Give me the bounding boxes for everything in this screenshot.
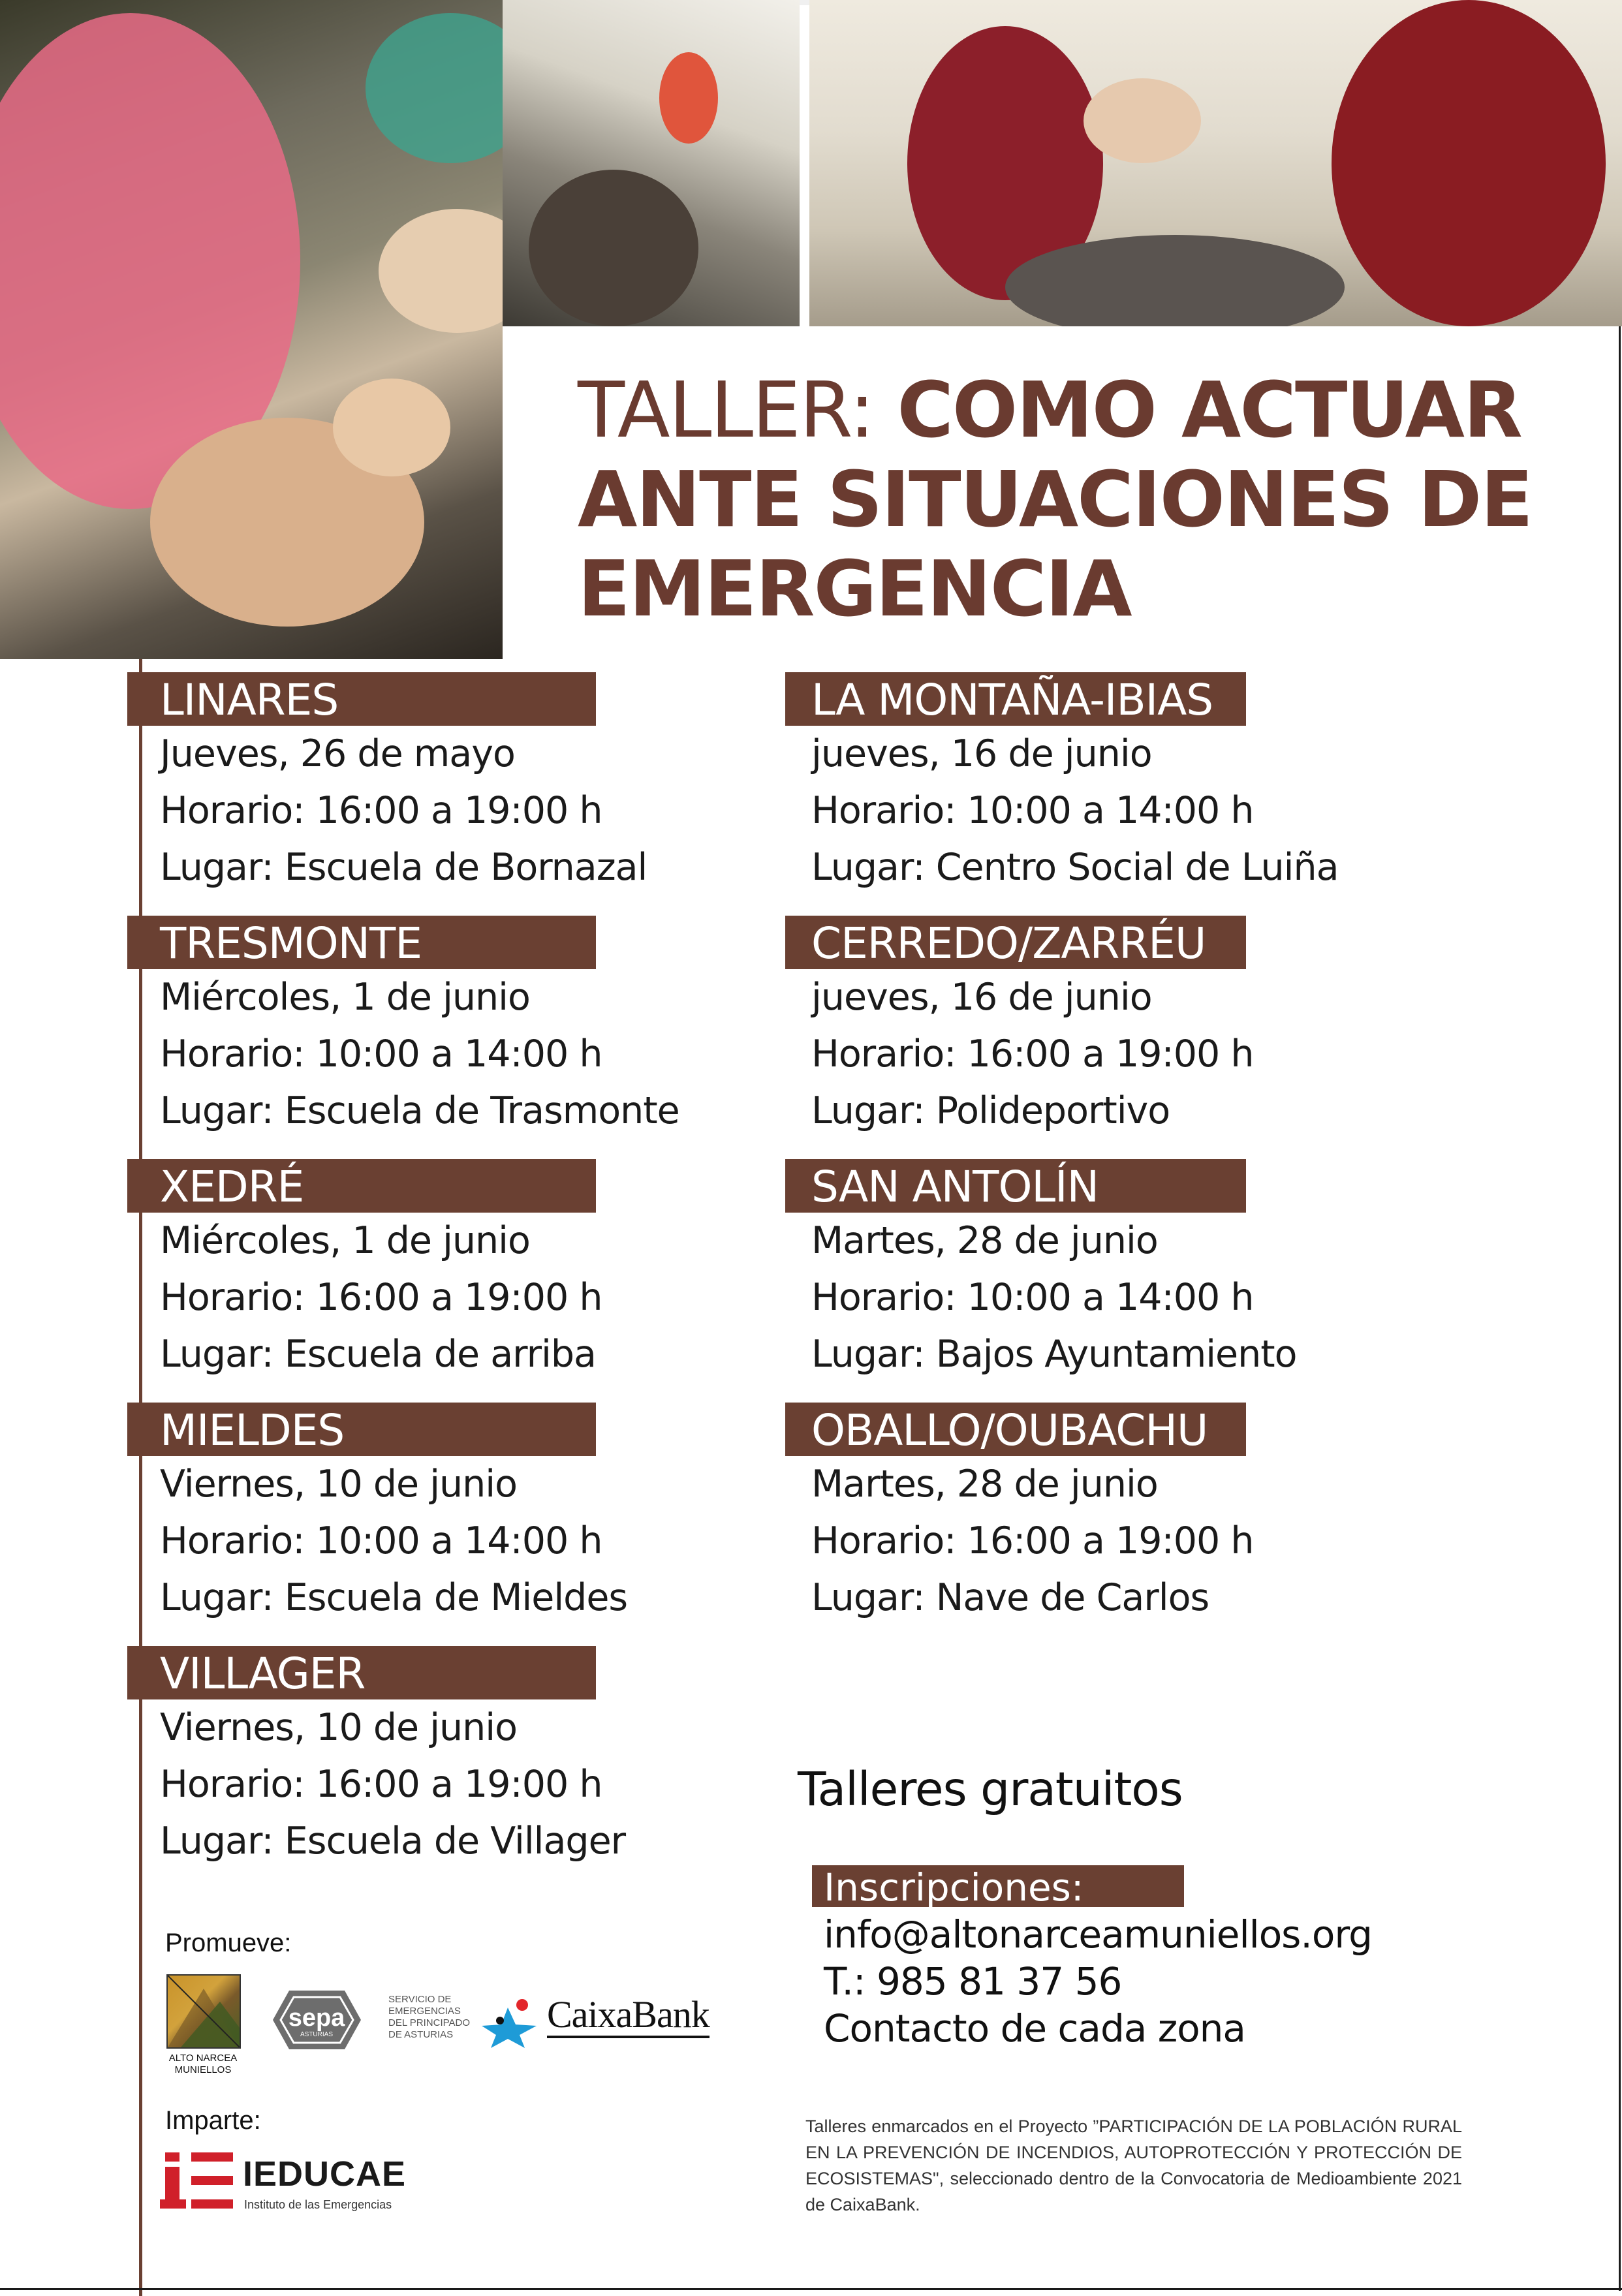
sepa-description-line: DE ASTURIAS: [388, 2029, 454, 2040]
right-border: [1619, 326, 1621, 2291]
sepa-wordmark: sepa: [288, 2004, 345, 2032]
photo-training-session: [503, 0, 800, 326]
session-date: Viernes, 10 de junio: [160, 1706, 518, 1749]
session-cerredo-zarreu: [785, 916, 1412, 1140]
session-date: Miércoles, 1 de junio: [160, 976, 530, 1019]
session-villager: [127, 1646, 754, 1870]
registration-phone: T.: 985 81 37 56: [824, 1959, 1122, 2004]
ieducae-logo-text: IEDUCAE: [243, 2154, 407, 2194]
session-time: Horario: 16:00 a 19:00 h: [811, 1519, 1254, 1562]
session-place-heading: MIELDES: [127, 1403, 596, 1456]
title-line-3: EMERGENCIA: [578, 544, 1131, 634]
session-date: jueves, 16 de junio: [811, 976, 1152, 1019]
session-time: Horario: 10:00 a 14:00 h: [811, 1276, 1254, 1319]
session-place-heading: LINARES: [127, 672, 596, 726]
session-time: Horario: 10:00 a 14:00 h: [160, 1519, 602, 1562]
session-time: Horario: 10:00 a 14:00 h: [160, 1032, 602, 1076]
sepa-wordmark-sub: ASTURIAS: [300, 2031, 334, 2038]
sepa-description: [388, 1994, 470, 2041]
session-oballo-oubachu: [785, 1403, 1412, 1626]
session-date: Martes, 28 de junio: [811, 1219, 1158, 1262]
sepa-description-line: SERVICIO DE: [388, 1994, 452, 2005]
session-venue: Lugar: Escuela de Trasmonte: [160, 1089, 679, 1132]
session-venue: Lugar: Nave de Carlos: [811, 1576, 1209, 1619]
registration-contact-note: Contacto de cada zona: [824, 2006, 1245, 2051]
session-venue: Lugar: Escuela de Villager: [160, 1820, 626, 1863]
ieducae-mark-icon: [160, 2152, 233, 2209]
session-place-heading: TRESMONTE: [127, 916, 596, 969]
session-place-heading: VILLAGER: [127, 1646, 596, 1699]
session-venue: Lugar: Centro Social de Luiña: [811, 846, 1339, 889]
caixabank-logo-text: CaixaBank: [547, 1994, 710, 2038]
caixabank-star-icon: [482, 1996, 540, 2048]
bottom-border: [0, 2288, 1622, 2290]
session-time: Horario: 16:00 a 19:00 h: [160, 1276, 602, 1319]
session-time: Horario: 10:00 a 14:00 h: [811, 789, 1254, 832]
session-place-heading: LA MONTAÑA-IBIAS: [785, 672, 1246, 726]
alto-narcea-logo: [166, 1974, 241, 2049]
session-date: jueves, 16 de junio: [811, 732, 1152, 775]
session-venue: Lugar: Escuela de Bornazal: [160, 846, 647, 889]
session-linares: [127, 672, 754, 896]
free-workshops-note: Talleres gratuitos: [798, 1762, 1183, 1816]
alto-narcea-mark-icon: [168, 1976, 240, 2047]
session-xedre: [127, 1159, 754, 1383]
ieducae-logo-subtitle: Instituto de las Emergencias: [244, 2198, 392, 2211]
sepa-logo: [260, 1984, 374, 2056]
session-tresmonte: [127, 916, 754, 1140]
title-line-1: COMO ACTUAR: [897, 365, 1521, 455]
imparte-label: Imparte:: [165, 2106, 261, 2135]
session-la-montana-ibias: [785, 672, 1412, 896]
session-san-antolin: [785, 1159, 1412, 1383]
session-venue: Lugar: Escuela de Mieldes: [160, 1576, 628, 1619]
title-line-2: ANTE SITUACIONES DE: [578, 454, 1532, 544]
session-mieldes: [127, 1403, 754, 1626]
session-place-heading: SAN ANTOLÍN: [785, 1159, 1246, 1213]
session-date: Viernes, 10 de junio: [160, 1463, 518, 1506]
session-place-heading: OBALLO/OUBACHU: [785, 1403, 1246, 1456]
sepa-badge-icon: [260, 1984, 374, 2056]
photo-cpr-training: [0, 0, 503, 659]
photo-emergency-practice: [809, 0, 1622, 326]
session-place-heading: CERREDO/ZARRÉU: [785, 916, 1246, 969]
session-place-heading: XEDRÉ: [127, 1159, 596, 1213]
session-date: Martes, 28 de junio: [811, 1463, 1158, 1506]
session-time: Horario: 16:00 a 19:00 h: [160, 789, 602, 832]
registration-email-link[interactable]: info@altonarceamuniellos.org: [824, 1912, 1372, 1957]
session-venue: Lugar: Bajos Ayuntamiento: [811, 1333, 1297, 1376]
promueve-label: Promueve:: [165, 1929, 292, 1957]
title-prefix: TALLER:: [578, 365, 897, 455]
session-venue: Lugar: Escuela de arriba: [160, 1333, 596, 1376]
registration-heading: Inscripciones:: [812, 1865, 1184, 1907]
session-time: Horario: 16:00 a 19:00 h: [811, 1032, 1254, 1076]
sepa-description-line: EMERGENCIAS: [388, 2006, 461, 2017]
session-venue: Lugar: Polideportivo: [811, 1089, 1170, 1132]
session-date: Miércoles, 1 de junio: [160, 1219, 530, 1262]
project-footnote: Talleres enmarcados en el Proyecto ”PARTICIPACIÓN DE LA POBLACIÓN RURAL EN LA PREVENCIÓN DE INCENDIOS, AUTOPROTECCIÓN Y PROTECCIÓN DE ECOSISTEMAS", seleccionado dentro de la Convocatoria de Medioambiente 2021 de CaixaBank.: [805, 2117, 1462, 2214]
sepa-description-line: DEL PRINCIPADO: [388, 2017, 471, 2028]
page-title: [578, 365, 1596, 634]
session-time: Horario: 16:00 a 19:00 h: [160, 1763, 602, 1806]
alto-narcea-logo-text: ALTO NARCEA MUNIELLOS: [168, 2053, 238, 2075]
session-date: Jueves, 26 de mayo: [160, 732, 515, 775]
